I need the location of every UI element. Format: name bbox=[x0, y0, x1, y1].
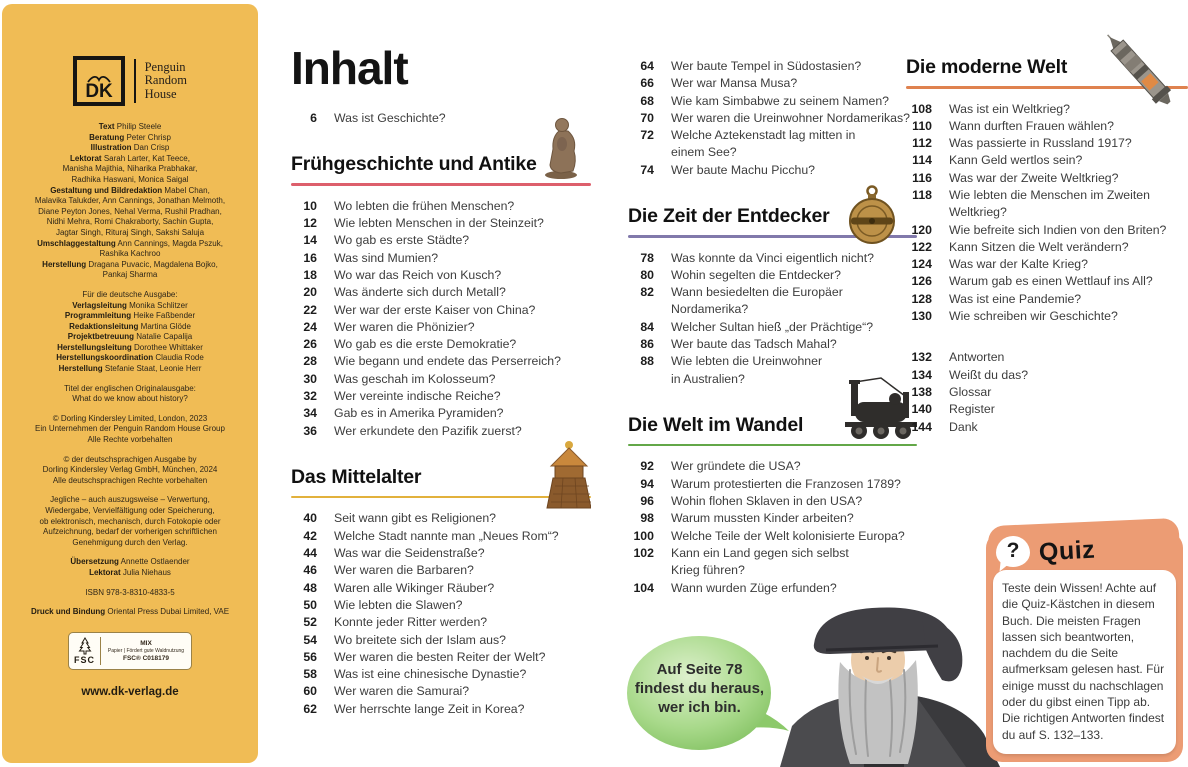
toc-entry bbox=[628, 162, 917, 179]
toc-page-number: 104 bbox=[633, 580, 654, 595]
credit-block: Jegliche – auch auszugsweise – Verwertung, Wiedergabe, Vervielfältigung oder Speicherung, ob elektronisch, mechanisch, durch Fotokopie oder Aufzeichnung, bedarf der vorherigen schriftlichen Genehmigung durch den Verlag. bbox=[39, 495, 221, 547]
toc-entry bbox=[628, 458, 917, 475]
logo-divider bbox=[134, 59, 136, 103]
toc-entry-text: Wie lebten Menschen in der Steinzeit? bbox=[334, 216, 544, 231]
quiz-box bbox=[986, 522, 1183, 762]
kneeling-statue-icon bbox=[537, 117, 583, 179]
speech-bubble-text: Auf Seite 78 findest du heraus, wer ich bin. bbox=[634, 661, 765, 716]
toc-entry-text: Welche Stadt nannte man „Neues Rom“? bbox=[334, 528, 559, 543]
toc-entry-text: Welcher Sultan hieß „der Prächtige“? bbox=[671, 319, 874, 334]
toc-page-number: 40 bbox=[303, 511, 317, 526]
astrolabe-icon bbox=[847, 183, 897, 245]
toc-entry bbox=[291, 302, 591, 319]
toc-entry bbox=[291, 683, 591, 700]
toc-entry bbox=[628, 284, 917, 319]
toc-page-number: 84 bbox=[640, 319, 654, 334]
credit-block: Druck und Bindung Oriental Press Dubai Limited, VAE bbox=[30, 607, 230, 617]
toc-entry bbox=[906, 135, 1188, 152]
toc-page-number: 102 bbox=[633, 545, 654, 560]
toc-entry-text: Was war der Kalte Krieg? bbox=[949, 257, 1088, 272]
toc-entry bbox=[291, 319, 591, 336]
credit-block: Übersetzung Annette Ostlaender Lektorat Julia Niehaus bbox=[70, 557, 190, 577]
fsc-tree-icon: FSC bbox=[74, 637, 101, 665]
credits-text bbox=[2, 122, 258, 618]
toc-page-number: 108 bbox=[911, 101, 932, 116]
toc-page-number: 48 bbox=[303, 580, 317, 595]
toc-entry bbox=[628, 545, 917, 580]
rocket-icon bbox=[1086, 22, 1188, 122]
toc-page-number: 132 bbox=[911, 350, 932, 365]
toc-entry-text: Wann besiedelten die Europäer Nordamerika? bbox=[671, 285, 843, 317]
toc-page-number: 28 bbox=[303, 354, 317, 369]
toc-entry-text: Was ist eine chinesische Dynastie? bbox=[334, 667, 527, 682]
toc-entry bbox=[291, 510, 591, 527]
page-title: Inhalt bbox=[291, 42, 408, 94]
toc-page-number: 122 bbox=[911, 239, 932, 254]
credit-block: ISBN 978-3-8310-4833-5 bbox=[85, 587, 175, 597]
toc-entry bbox=[291, 388, 591, 405]
section-prehistory bbox=[291, 153, 591, 186]
toc-page-number: 126 bbox=[911, 274, 932, 289]
toc-entry bbox=[291, 353, 591, 370]
toc-entry-text: Wie schreiben wir Geschichte? bbox=[949, 309, 1118, 324]
toc-page-number: 60 bbox=[303, 684, 317, 699]
toc-entry-text: Wie lebten die Ureinwohner in Australien? bbox=[671, 354, 823, 386]
toc-page-number: 6 bbox=[310, 111, 317, 125]
toc-entry bbox=[291, 632, 591, 649]
toc-entry bbox=[291, 614, 591, 631]
toc-entry-text: Was geschah im Kolosseum? bbox=[334, 371, 496, 386]
toc-entry-text: Wann durften Frauen wählen? bbox=[949, 118, 1114, 133]
toc-entry-text: Welche Teile der Welt kolonisierte Europa? bbox=[671, 528, 905, 543]
toc-page-number: 20 bbox=[303, 285, 317, 300]
toc-page-number: 34 bbox=[303, 406, 317, 421]
credit-block: Text Philip Steele Beratung Peter Chrisp Illustration Dan Crisp Lektorat Sarah Larter, Kat Teece, Manisha Majithia, Niharika Prabhakar, Radhika Haswani, Monica Saigal Gestaltung und Bildredaktion Mabel Chan, Malavika Talukder, Ann Cannings, Jonathan Melmoth, Diane Peyton Jones, Nehal Verma, Rushil Pradhan, Nidhi Mehra, Romi Chakraborty, Sachin Gupta, Jagtar Singh, Rituraj Singh, Sakshi Saluja Umschlaggestaltung Ann Cannings, Magda Pszuk, Rashika Kachroo Herstellung Dragana Puvacic, Magdalena Bojko, Pankaj Sharma bbox=[34, 122, 226, 280]
toc-page-number: 10 bbox=[303, 198, 317, 213]
toc-page-number: 56 bbox=[303, 649, 317, 664]
toc-page-number: 22 bbox=[303, 302, 317, 317]
credit-block: Für die deutsche Ausgabe: Verlagsleitung Monika Schlitzer Programmleitung Heike Faßbender Redaktionsleitung Martina Glöde Projektbetreuung Natalie Capalija Herstellungsleitung Dorothee Whittaker Herstellungskoordination Claudia Rode Herstellung Stefanie Staat, Leonie Herr bbox=[56, 289, 204, 374]
toc-page-number: 82 bbox=[640, 285, 654, 300]
publisher-website: www.dk-verlag.de bbox=[81, 685, 179, 698]
section-rule bbox=[628, 444, 917, 447]
toc-entry-text: Was sind Mumien? bbox=[334, 250, 439, 265]
toc-page-number: 46 bbox=[303, 563, 317, 578]
quiz-body-text: Teste dein Wissen! Achte auf die Quiz-Kästchen in diesem Buch. Die meisten Fragen lassen sich beantworten, nachdem du die Seite aufmerksam gelesen hast. Für einige musst du nachschlagen oder du gibst einen Tipp ab. Die richtigen Antworten findest du auf S. 132–133. bbox=[993, 570, 1176, 754]
toc-entry-text: Wie lebten die Menschen im Zweiten Weltkrieg? bbox=[949, 187, 1150, 220]
toc-page-number: 118 bbox=[912, 187, 932, 202]
toc-entry-text: Warum gab es einen Wettlauf ins All? bbox=[949, 274, 1153, 289]
toc-entry-text: Wo gab es die erste Demokratie? bbox=[334, 337, 517, 352]
toc-page-number: 12 bbox=[303, 216, 317, 231]
credit-block: © Dorling Kindersley Limited, London, 2023 Ein Unternehmen der Penguin Random House Group Alle Rechte vorbehalten bbox=[35, 413, 225, 445]
toc-entry bbox=[628, 267, 917, 284]
section-medieval bbox=[291, 466, 591, 499]
leonardo-da-vinci-illustration bbox=[766, 604, 1000, 767]
toc-page-number: 98 bbox=[640, 511, 654, 526]
fsc-cert-number: FSC® C018179 bbox=[123, 654, 169, 662]
toc-entry bbox=[291, 528, 591, 545]
toc-entry-text: Kann Sitzen die Welt verändern? bbox=[949, 239, 1129, 254]
toc-page-number: 100 bbox=[633, 528, 654, 543]
toc-entry-text: Wo war das Reich von Kusch? bbox=[334, 267, 502, 282]
toc-entry bbox=[291, 423, 591, 440]
toc-page-number: 32 bbox=[303, 389, 317, 404]
toc-entry bbox=[628, 319, 917, 336]
section-change bbox=[628, 414, 917, 447]
toc-column-1 bbox=[291, 44, 591, 728]
toc-entry-text: Wie kam Simbabwe zu seinem Namen? bbox=[671, 93, 890, 108]
toc-entries-group bbox=[906, 349, 1188, 435]
toc-entry-text: Warum mussten Kinder arbeiten? bbox=[671, 511, 854, 526]
dk-logo bbox=[2, 56, 258, 106]
toc-entry bbox=[628, 336, 917, 353]
toc-entry bbox=[628, 75, 917, 92]
toc-entries-group bbox=[291, 198, 591, 440]
fsc-certification-label bbox=[68, 632, 192, 670]
toc-entry-text: Wohin flohen Sklaven in den USA? bbox=[671, 494, 863, 509]
toc-entry bbox=[906, 291, 1188, 308]
toc-entry-text: Glossar bbox=[949, 384, 992, 399]
toc-entry bbox=[906, 349, 1188, 366]
toc-page-number: 64 bbox=[640, 59, 654, 73]
toc-column-3 bbox=[906, 56, 1188, 446]
toc-entry-text: Wo breitete sich der Islam aus? bbox=[334, 632, 507, 647]
toc-page-number: 74 bbox=[640, 162, 654, 177]
toc-entry bbox=[291, 198, 591, 215]
toc-page-number: 112 bbox=[912, 136, 932, 151]
toc-page-number: 66 bbox=[640, 76, 654, 91]
section-title: Frühgeschichte und Antike bbox=[291, 153, 537, 176]
toc-entry bbox=[291, 215, 591, 232]
toc-page-number: 24 bbox=[303, 319, 317, 334]
toc-entry bbox=[291, 562, 591, 579]
toc-entry-text: Wer baute Machu Picchu? bbox=[671, 162, 815, 177]
toc-entry-text: Antworten bbox=[949, 350, 1005, 365]
dk-book-icon bbox=[73, 56, 125, 106]
toc-page-number: 78 bbox=[640, 250, 654, 265]
toc-entry bbox=[906, 419, 1188, 436]
toc-entry-text: Wohin segelten die Entdecker? bbox=[671, 267, 841, 282]
toc-entry-text: Wie begann und endete das Perserreich? bbox=[334, 354, 561, 369]
toc-entry-text: Wo lebten die frühen Menschen? bbox=[334, 198, 515, 213]
toc-entry bbox=[906, 170, 1188, 187]
toc-entry-text: Register bbox=[949, 402, 995, 417]
section-title: Die Welt im Wandel bbox=[628, 413, 804, 436]
toc-entry-text: Welche Aztekenstadt lag mitten in einem See? bbox=[671, 128, 856, 160]
toc-page-number: 138 bbox=[911, 384, 932, 399]
toc-page-number: 36 bbox=[303, 423, 317, 438]
toc-page-number: 116 bbox=[912, 170, 932, 185]
section-modern bbox=[906, 56, 1188, 89]
toc-page-number: 92 bbox=[640, 459, 654, 474]
medieval-tower-icon bbox=[535, 440, 591, 510]
toc-entry-text: Was war die Seidenstraße? bbox=[334, 546, 485, 561]
question-mark-icon: ? bbox=[996, 536, 1030, 567]
section-title: Die Zeit der Entdecker bbox=[628, 205, 830, 228]
toc-entry bbox=[906, 187, 1188, 222]
toc-page-number: 140 bbox=[911, 402, 932, 417]
toc-entry-text: Wie befreite sich Indien von den Briten? bbox=[949, 222, 1167, 237]
toc-page-number: 72 bbox=[640, 128, 654, 143]
toc-entry bbox=[291, 250, 591, 267]
toc-page-number: 120 bbox=[911, 222, 932, 237]
toc-entry-text: Wie lebten die Slawen? bbox=[334, 597, 463, 612]
toc-entry bbox=[906, 222, 1188, 239]
toc-entry-text: Wer war Mansa Musa? bbox=[671, 76, 798, 91]
toc-column-2 bbox=[628, 58, 917, 607]
toc-entry bbox=[628, 476, 917, 493]
toc-entry bbox=[291, 232, 591, 249]
toc-entry-text: Wer waren die Samurai? bbox=[334, 684, 470, 699]
toc-entry bbox=[628, 510, 917, 527]
toc-entry bbox=[906, 256, 1188, 273]
toc-entry bbox=[291, 597, 591, 614]
toc-entry-text: Was konnte da Vinci eigentlich nicht? bbox=[671, 250, 875, 265]
toc-page-number: 14 bbox=[303, 233, 317, 248]
toc-entry-text: Wer waren die Phönizier? bbox=[334, 319, 475, 334]
toc-entry bbox=[628, 493, 917, 510]
toc-entry-text: Seit wann gibt es Religionen? bbox=[334, 511, 497, 526]
toc-entry bbox=[291, 649, 591, 666]
toc-entry-text: Was änderte sich durch Metall? bbox=[334, 285, 506, 300]
toc-entry-text: Wer baute das Tadsch Mahal? bbox=[671, 337, 837, 352]
toc-entry-text: Was ist Geschichte? bbox=[334, 111, 446, 125]
toc-page-number: 86 bbox=[640, 337, 654, 352]
toc-entry bbox=[906, 384, 1188, 401]
toc-page-number: 18 bbox=[303, 267, 317, 282]
section-title: Das Mittelalter bbox=[291, 465, 422, 488]
toc-entry bbox=[906, 273, 1188, 290]
toc-entry bbox=[628, 580, 917, 597]
toc-page-number: 124 bbox=[911, 257, 932, 272]
section-explorers bbox=[628, 205, 917, 238]
toc-page-number: 88 bbox=[640, 354, 654, 369]
toc-entry-text: Kann ein Land gegen sich selbst Krieg führen? bbox=[671, 545, 849, 578]
toc-page-number: 54 bbox=[303, 632, 317, 647]
toc-page-number: 50 bbox=[303, 597, 317, 612]
toc-page-number: 128 bbox=[911, 291, 932, 306]
toc-entry bbox=[906, 308, 1188, 325]
toc-page-number: 96 bbox=[640, 494, 654, 509]
toc-entries-group bbox=[291, 510, 591, 718]
toc-page-number: 68 bbox=[640, 93, 654, 108]
toc-entry bbox=[628, 528, 917, 545]
fsc-sub-label: Papier | Fördert gute Waldnutzung bbox=[107, 647, 185, 654]
toc-entry-text: Wer gründete die USA? bbox=[671, 459, 801, 474]
section-title: Die moderne Welt bbox=[906, 56, 1068, 78]
toc-page-number: 144 bbox=[911, 419, 932, 434]
toc-entry-text: Was ist eine Pandemie? bbox=[949, 291, 1082, 306]
toc-entry bbox=[291, 336, 591, 353]
toc-page-number: 30 bbox=[303, 371, 317, 386]
toc-entry-text: Dank bbox=[949, 419, 978, 434]
toc-entry bbox=[628, 250, 917, 267]
toc-entry-text: Wer war der erste Kaiser von China? bbox=[334, 302, 536, 317]
toc-entry-text: Wo gab es erste Städte? bbox=[334, 233, 470, 248]
toc-page-number: 70 bbox=[640, 110, 654, 125]
toc-entry-text: Was passierte in Russland 1917? bbox=[949, 136, 1132, 151]
toc-page-number: 42 bbox=[303, 528, 317, 543]
toc-entry bbox=[291, 267, 591, 284]
toc-entry bbox=[291, 580, 591, 597]
toc-page-number: 62 bbox=[303, 701, 317, 716]
toc-entries-group bbox=[628, 458, 917, 596]
toc-page-number: 114 bbox=[912, 153, 932, 168]
credits-sidebar bbox=[2, 4, 258, 763]
toc-entry bbox=[291, 284, 591, 301]
toc-page-number: 130 bbox=[911, 309, 932, 324]
toc-entry-text: Wer herrschte lange Zeit in Korea? bbox=[334, 701, 525, 716]
fsc-mix-label: MIX bbox=[140, 639, 152, 647]
quiz-title: Quiz bbox=[1038, 535, 1096, 566]
toc-page-number: 44 bbox=[303, 546, 317, 561]
toc-entry bbox=[291, 371, 591, 388]
toc-entry-text: Was war der Zweite Weltkrieg? bbox=[949, 170, 1119, 185]
toc-page-number: 110 bbox=[912, 118, 932, 133]
toc-page-number: 94 bbox=[640, 476, 654, 491]
toc-entry-text: Was ist ein Weltkrieg? bbox=[949, 101, 1070, 116]
toc-entry bbox=[291, 701, 591, 718]
toc-entry bbox=[906, 367, 1188, 384]
toc-entry-text: Waren alle Wikinger Räuber? bbox=[334, 580, 495, 595]
toc-entries-group bbox=[628, 58, 917, 179]
toc-entry bbox=[906, 152, 1188, 169]
toc-entry-text: Wer waren die Barbaren? bbox=[334, 563, 474, 578]
toc-entry-text: Weißt du das? bbox=[949, 367, 1029, 382]
toc-entry bbox=[906, 401, 1188, 418]
toc-entry-text: Wer baute Tempel in Südostasien? bbox=[671, 59, 862, 73]
toc-entry-text: Kann Geld wertlos sein? bbox=[949, 153, 1083, 168]
toc-page-number: 134 bbox=[911, 367, 932, 382]
toc-page-number: 80 bbox=[640, 267, 654, 282]
toc-entry bbox=[628, 110, 917, 127]
toc-entry-text: Wer waren die besten Reiter der Welt? bbox=[334, 649, 546, 664]
toc-entry-text: Gab es in Amerika Pyramiden? bbox=[334, 406, 504, 421]
toc-page-number: 26 bbox=[303, 337, 317, 352]
toc-entry bbox=[906, 239, 1188, 256]
toc-entry-text: Wann wurden Züge erfunden? bbox=[671, 580, 837, 595]
toc-page-number: 16 bbox=[303, 250, 317, 265]
toc-entry-text: Warum protestierten die Franzosen 1789? bbox=[671, 476, 901, 491]
toc-entry bbox=[291, 545, 591, 562]
toc-entry bbox=[291, 405, 591, 422]
toc-entry-text: Wer erkundete den Pazifik zuerst? bbox=[334, 423, 522, 438]
credit-block: © der deutschsprachigen Ausgabe by Dorling Kindersley Verlag GmbH, München, 2024 Alle deutschsprachigen Rechte vorbehalten bbox=[42, 454, 218, 485]
dk-wordmark: DK bbox=[85, 81, 113, 102]
toc-page-number: 52 bbox=[303, 615, 317, 630]
toc-entry bbox=[628, 58, 917, 75]
toc-entry-text: Wer vereinte indische Reiche? bbox=[334, 389, 501, 404]
toc-entries-group bbox=[906, 101, 1188, 326]
credit-block: Titel der englischen Originalausgabe: What do we know about history? bbox=[64, 383, 196, 404]
section-rule bbox=[291, 183, 591, 186]
publisher-name: Penguin Random House bbox=[144, 59, 187, 101]
toc-page-number: 58 bbox=[303, 667, 317, 682]
toc-entry bbox=[291, 666, 591, 683]
toc-entry bbox=[628, 93, 917, 110]
toc-entry-text: Konnte jeder Ritter werden? bbox=[334, 615, 488, 630]
toc-entry-text: Wer waren die Ureinwohner Nordamerikas? bbox=[671, 110, 910, 125]
toc-entries-group bbox=[628, 250, 917, 388]
toc-entry bbox=[628, 127, 917, 162]
